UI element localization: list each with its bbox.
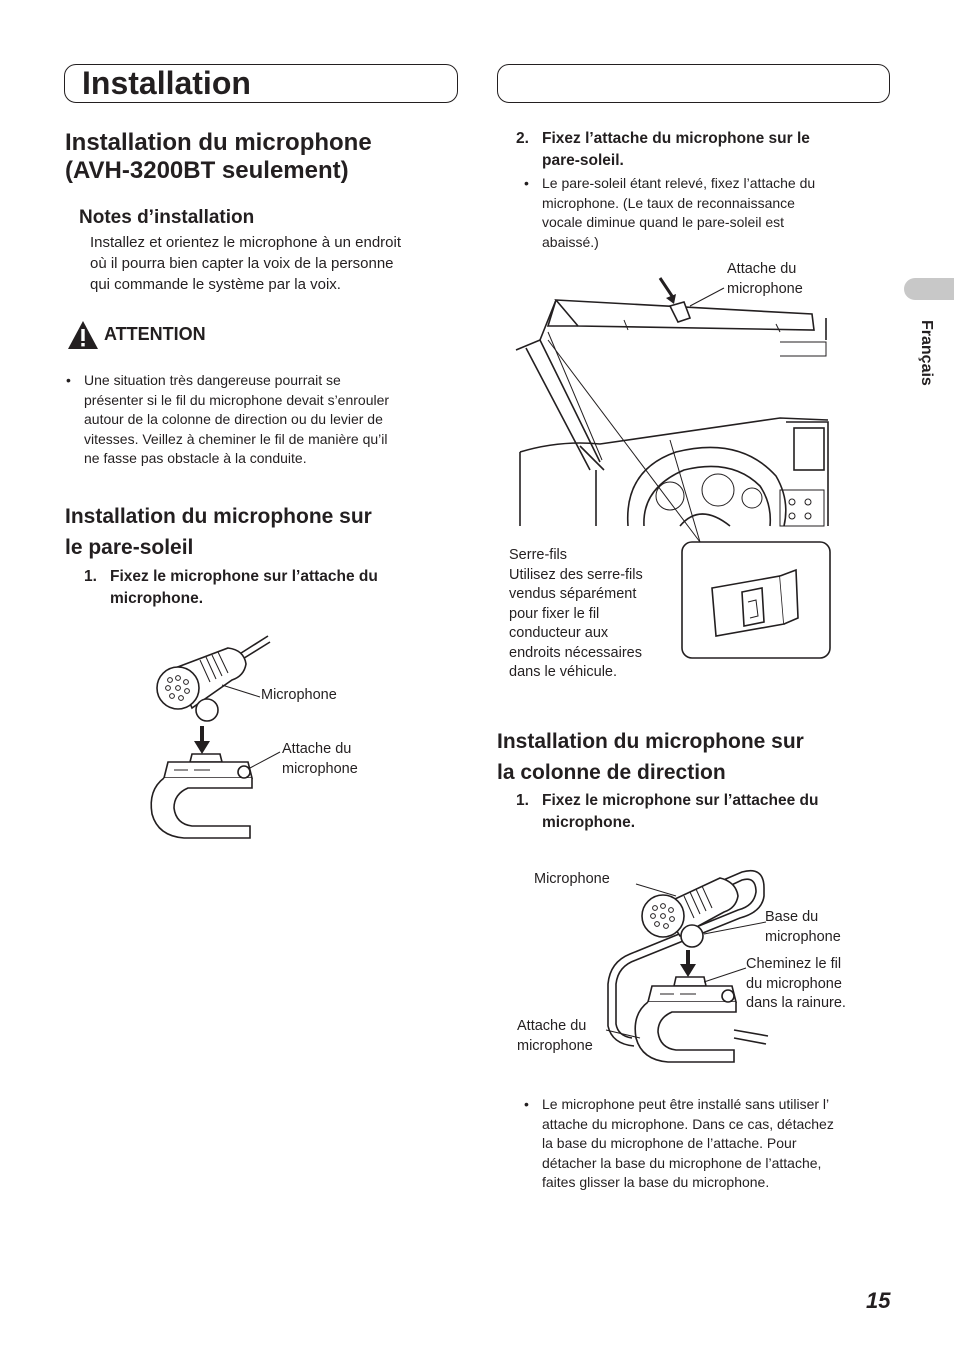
section-title-line-2: (AVH-3200BT seulement) bbox=[65, 157, 349, 184]
notes-heading: Notes d’installation bbox=[79, 207, 255, 228]
language-label: Français bbox=[918, 320, 935, 386]
step-line: Fixez le microphone sur l’attache du bbox=[110, 568, 378, 585]
bullet-line: Le microphone peut être installé sans utiliser l’ bbox=[542, 1096, 830, 1112]
cable-clamp-title: Serre-fils bbox=[509, 547, 568, 563]
section-title-line-1: Installation du microphone bbox=[65, 129, 372, 156]
sunvisor-heading-line-1: Installation du microphone sur bbox=[65, 505, 372, 528]
fig3-label-route bbox=[746, 955, 846, 1014]
label-line: Attache du bbox=[517, 1018, 587, 1034]
bullet-line: Le pare-soleil étant relevé, fixez l’attache du bbox=[542, 175, 816, 191]
label-line: microphone bbox=[765, 928, 841, 945]
bullet-line: faites glisser la base du microphone. bbox=[542, 1174, 770, 1190]
step-line: microphone. bbox=[110, 590, 204, 607]
step-line: Fixez le microphone sur l’attachee du bbox=[542, 792, 819, 809]
bullet-dot: • bbox=[524, 175, 529, 191]
bullet-line: microphone. (Le taux de reconnaissance bbox=[542, 194, 795, 211]
label-line: Utilisez des serre-fils bbox=[509, 566, 643, 583]
bullet-line: détacher la base du microphone de l’attache, bbox=[542, 1154, 822, 1171]
bullet-dot: • bbox=[524, 1096, 529, 1112]
fig3-label-clip bbox=[517, 1017, 593, 1056]
label-line: Attache du bbox=[282, 741, 352, 757]
step-number: 2. bbox=[516, 130, 529, 147]
bullet-line: vocale diminue quand le pare-soleil est bbox=[542, 214, 785, 230]
label-line: Base du bbox=[765, 909, 819, 925]
label-line: dans le véhicule. bbox=[509, 664, 618, 680]
steering-heading-line-2: la colonne de direction bbox=[497, 761, 726, 784]
attention-line: présenter si le fil du microphone devait s’enrouler bbox=[84, 391, 390, 408]
attention-line: autour de la colonne de direction ou du levier de bbox=[84, 411, 383, 427]
final-bullet bbox=[524, 1095, 904, 1193]
attention-label: ATTENTION bbox=[104, 324, 206, 344]
label-line: conducteur aux bbox=[509, 625, 609, 641]
label-line: microphone bbox=[282, 760, 358, 777]
label-line: Cheminez le fil bbox=[746, 956, 842, 972]
label-line: Attache du bbox=[727, 261, 797, 277]
step-line: microphone. bbox=[542, 814, 636, 831]
notes-line: où il pourra bien capter la voix de la personne bbox=[90, 255, 394, 272]
bullet-line: la base du microphone de l’attache. Pour bbox=[542, 1135, 797, 1151]
bullet-dot: • bbox=[66, 372, 71, 388]
bullet-line: abaissé.) bbox=[542, 233, 599, 250]
label-line: microphone bbox=[517, 1037, 593, 1054]
sunvisor-heading-line-2: le pare-soleil bbox=[65, 536, 194, 559]
notes-line: qui commande le système par la voix. bbox=[90, 276, 341, 293]
step-line: Fixez l’attache du microphone sur le bbox=[542, 130, 810, 147]
attention-line: vitesses. Veillez à cheminer le fil de manière qu’il bbox=[84, 430, 388, 447]
bullet-line: attache du microphone. Dans ce cas, détachez bbox=[542, 1115, 834, 1132]
step-number: 1. bbox=[516, 792, 529, 809]
label-line: pour fixer le fil bbox=[509, 605, 600, 622]
label-line: dans la rainure. bbox=[746, 995, 846, 1011]
step-number: 1. bbox=[84, 568, 97, 585]
label-line: endroits nécessaires bbox=[509, 644, 642, 661]
fig3-label-base bbox=[765, 908, 841, 947]
page-title: Installation bbox=[82, 65, 251, 101]
steering-heading-line-1: Installation du microphone sur bbox=[497, 730, 804, 753]
label-line: vendus séparément bbox=[509, 586, 637, 602]
fig3-label-microphone: Microphone bbox=[534, 871, 610, 887]
label-line: microphone bbox=[727, 280, 803, 297]
label-line: du microphone bbox=[746, 975, 842, 992]
attention-line: ne fasse pas obstacle à la conduite. bbox=[84, 450, 307, 466]
fig1-label-microphone: Microphone bbox=[261, 687, 337, 703]
page-number: 15 bbox=[866, 1288, 891, 1313]
notes-line: Installez et orientez le microphone à un endroit bbox=[90, 234, 402, 251]
attention-line: Une situation très dangereuse pourrait se bbox=[84, 372, 341, 388]
step-line: pare-soleil. bbox=[542, 152, 624, 169]
